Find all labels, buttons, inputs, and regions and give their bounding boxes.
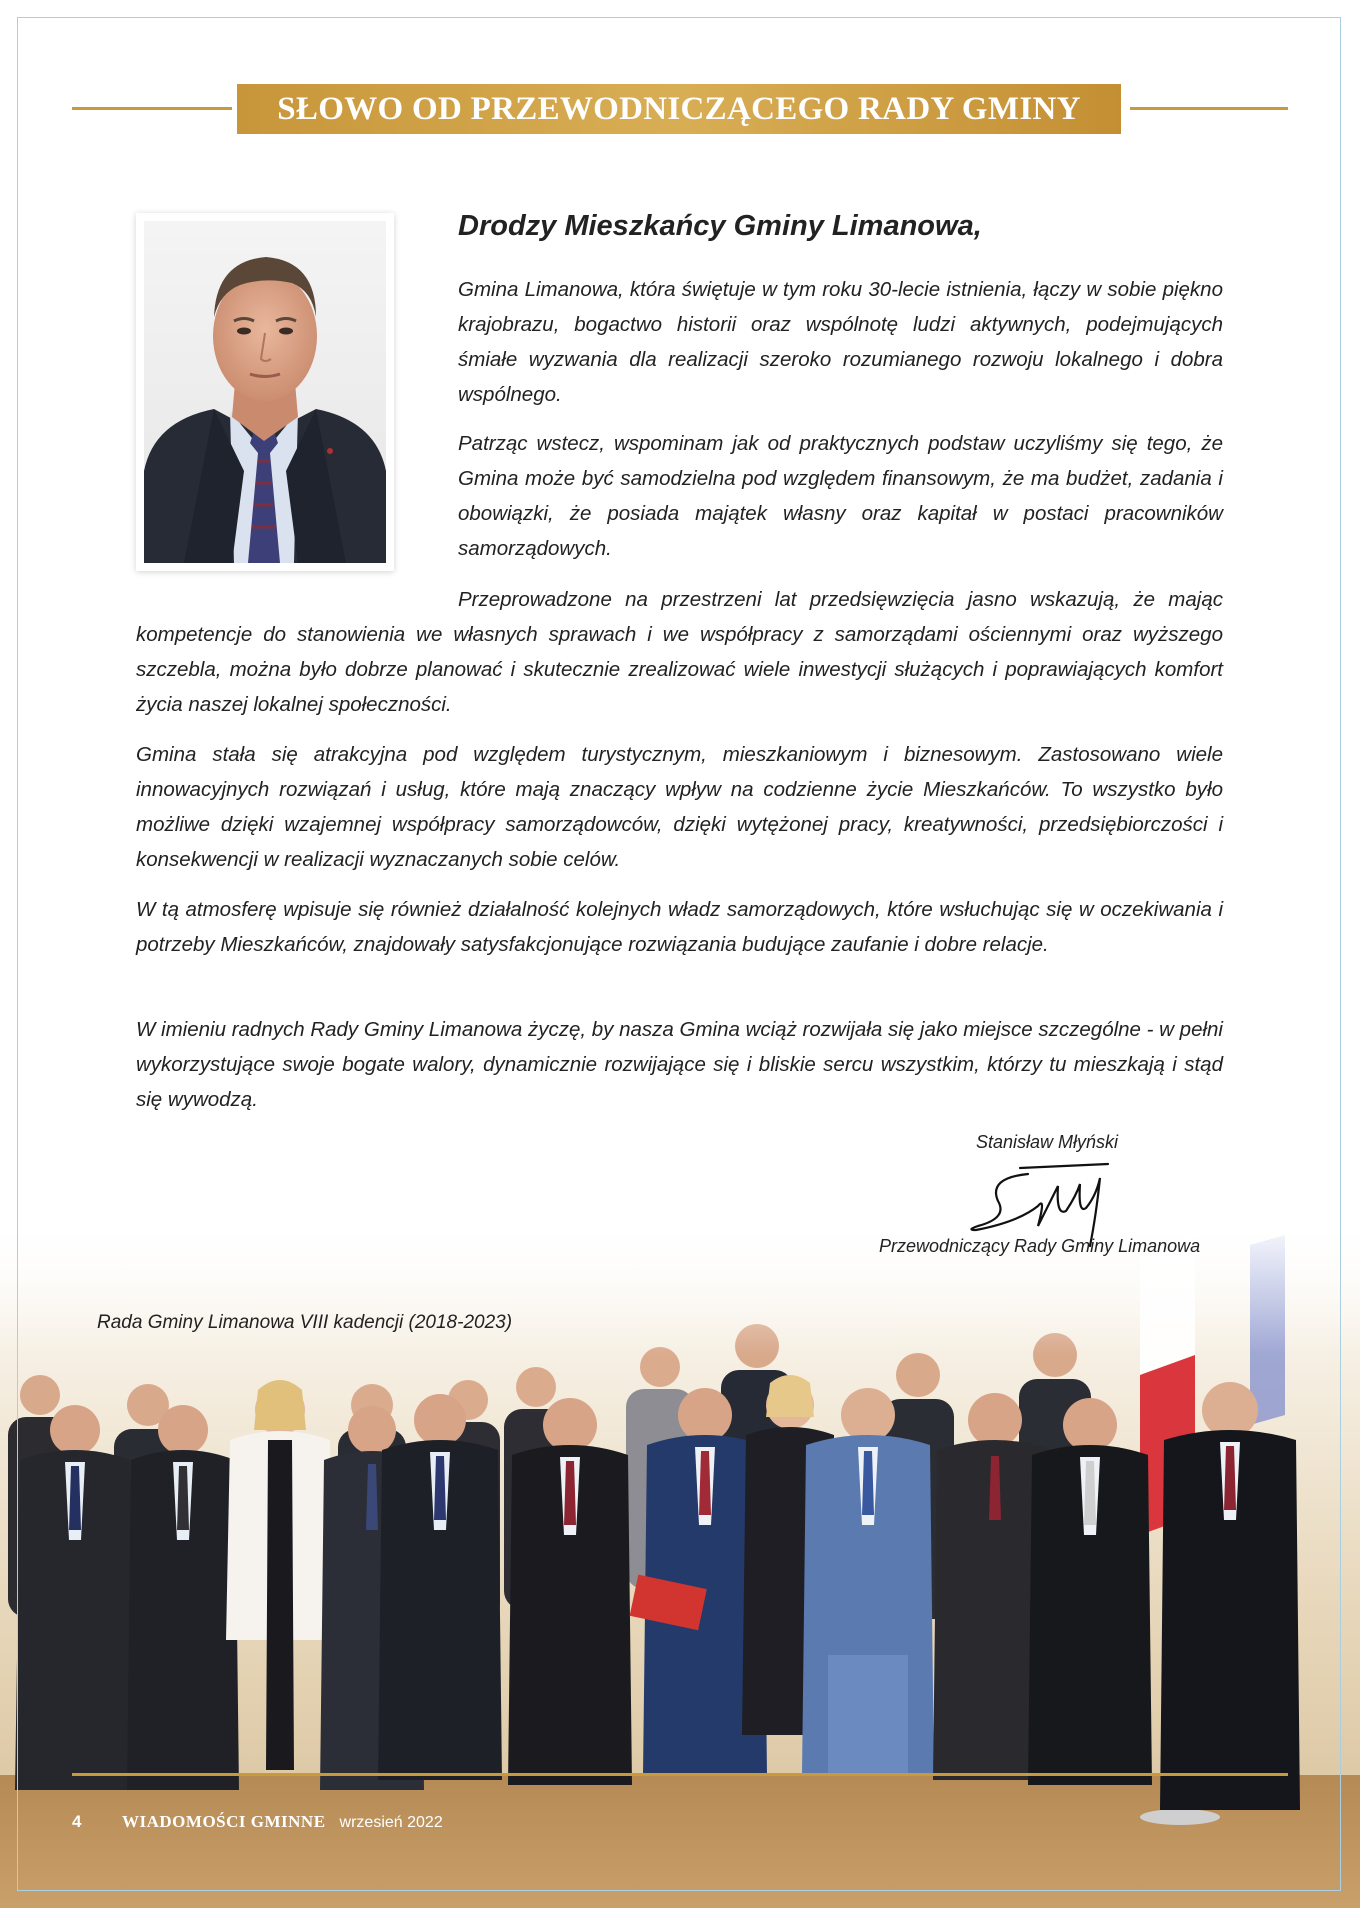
- page-title: SŁOWO OD PRZEWODNICZĄCEGO RADY GMINY: [277, 90, 1081, 127]
- header-banner: [237, 84, 1121, 134]
- page-number: 4: [72, 1812, 82, 1831]
- publication-name: WIADOMOŚCI GMINNE: [122, 1812, 326, 1831]
- footer-rule: [72, 1773, 1288, 1776]
- letter-paragraph: Przeprowadzone na przestrzeni lat przedsięwzięcia jasno wskazują, że mając kompetencje do stanowienia we własnych sprawach i we współpracy z samorządami ościennymi oraz wyższego szczebla, można było dobrze planować i skutecznie zrealizować wiele inwestycji służących i poprawiających komfort życia naszej lokalnej społeczności.: [136, 588, 1223, 716]
- signatory-role: Przewodniczący Rady Gminy Limanowa: [879, 1236, 1201, 1256]
- letter-greeting: Drodzy Mieszkańcy Gminy Limanowa,: [458, 210, 982, 242]
- chairman-portrait: [136, 213, 394, 571]
- letter-paragraph: W imieniu radnych Rady Gminy Limanowa życzę, by nasza Gmina wciąż rozwijała się jako miejsce szczególne - w pełni wykorzystujące swoje bogate walory, dynamicznie rozwijające się i bliskie sercu wszystkim, którzy tu mieszkają i stąd się wywodzą.: [136, 1018, 1223, 1111]
- photo-caption: Rada Gminy Limanowa VIII kadencji (2018-2023): [97, 1312, 513, 1333]
- letter-paragraph: Gmina Limanowa, która świętuje w tym roku 30-lecie istnienia, łączy w sobie piękno krajobrazu, bogactwo historii oraz wspólnotę ludzi aktywnych, podejmujących śmiałe wyzwania dla realizacji szeroko rozumianego rozwoju lokalnego i dobra wspólnego.: [458, 278, 1223, 406]
- portrait-image: [144, 221, 386, 563]
- header-rule-left: [72, 107, 232, 110]
- header-rule-right: [1130, 107, 1288, 110]
- letter-paragraph: W tą atmosferę wpisuje się również działalność kolejnych władz samorządowych, które wsłuchując się w oczekiwania i potrzeby Mieszkańców, znajdowały satysfakcjonujące rozwiązania budujące zaufanie i dobre relacje.: [136, 898, 1223, 956]
- signatory-name: Stanisław Młyński: [976, 1132, 1119, 1152]
- letter-paragraph: Patrząc wstecz, wspominam jak od praktycznych podstaw uczyliśmy się tego, że Gmina może być samodzielna pod względem finansowym, że ma budżet, zadania i obowiązki, że posiada majątek własny oraz kapitał w postaci pracowników samorządowych.: [458, 432, 1223, 560]
- footer: [72, 1812, 443, 1832]
- letter-paragraph: Gmina stała się atrakcyjna pod względem turystycznym, mieszkaniowym i biznesowym. Zastosowano wiele innowacyjnych rozwiązań i usług, które mają znaczący wpływ na codzienne życie Mieszkańców. To wszystko było możliwe dzięki wzajemnej współpracy samorządowców, dzięki wytężonej pracy, kreatywności, przedsiębiorczości i konsekwencji w realizacji wyznaczanych sobie celów.: [136, 743, 1223, 871]
- issue-date: wrzesień 2022: [339, 1814, 443, 1831]
